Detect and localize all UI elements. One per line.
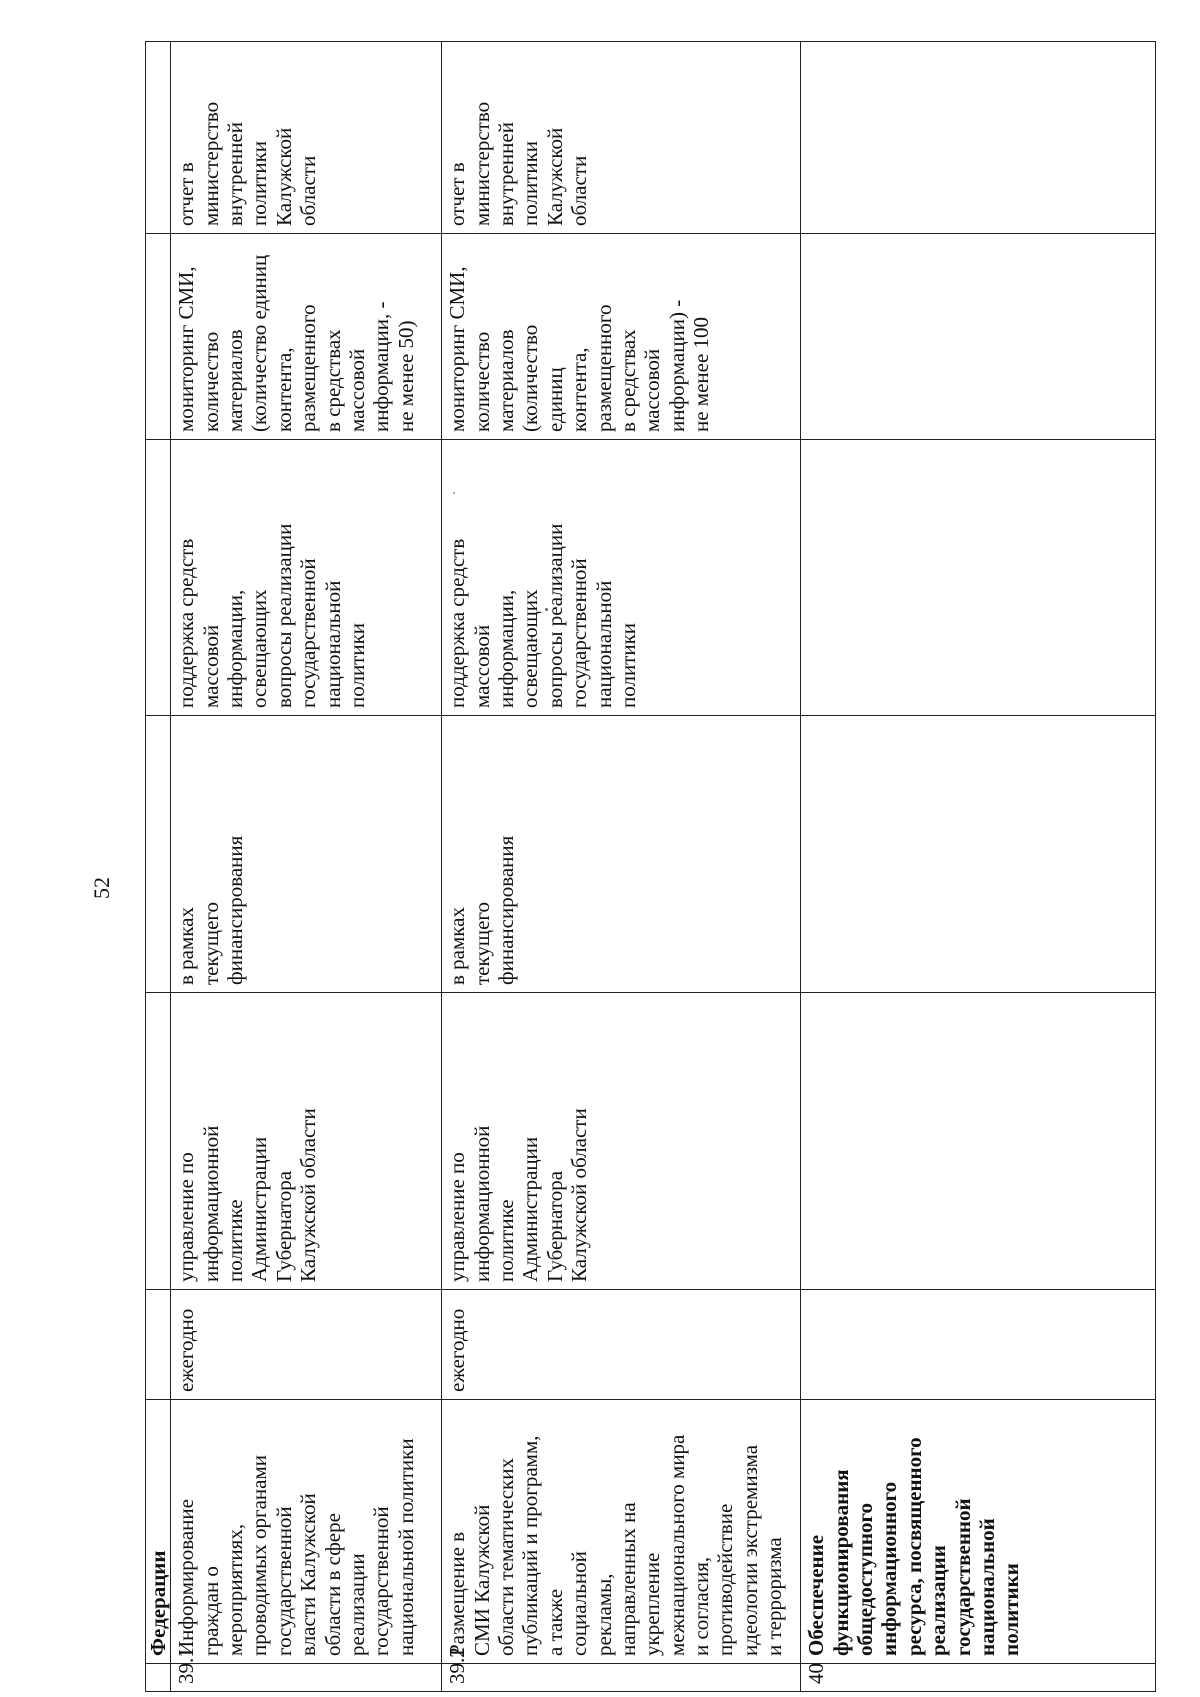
row-indicator: мониторинг СМИ, количество материалов (количество единиц контента, размещенного в средствах массовой информации, - не менее 50) <box>171 234 442 440</box>
table-header-fragment-row <box>146 42 171 1692</box>
row-period: ежегодно <box>171 1290 442 1400</box>
row-executor: управление по информационной политике Администрации Губернатора Калужской области <box>442 993 801 1290</box>
row-funding <box>801 716 1156 993</box>
row-report: отчет в министерство внутренней политики Калужской области <box>442 42 801 234</box>
page-number: 52 <box>89 877 114 899</box>
row-title: Размещение в СМИ Калужской области тематических публикаций и программ, а также социальной рекламы, направленных на укрепление межнационального мира и согласия, противодействие идеологии экстремизма и терроризма <box>442 1400 801 1664</box>
row-funding: в рамках текущего финансирования <box>171 716 442 993</box>
table-row <box>801 42 1156 1692</box>
row-funding: в рамках текущего финансирования <box>442 716 801 993</box>
plan-table <box>145 41 1156 1692</box>
row-report: отчет в министерство внутренней политики Калужской области <box>171 42 442 234</box>
row-executor <box>801 993 1156 1290</box>
row-number: 39.1 <box>171 1664 442 1692</box>
row-executor: управление по информационной политике Администрации Губернатора Калужской области <box>171 993 442 1290</box>
row-title: Информирование граждан о мероприятиях, проводимых органами государственной власти Калужской области в сфере реализации государственной национальной политики <box>171 1400 442 1664</box>
row-number: 40 <box>801 1664 1156 1692</box>
row-title: Обеспечение функционирования общедоступного информационного ресурса, посвященного реализации государственной национальной политики <box>801 1400 1156 1664</box>
row-period: ежегодно <box>442 1290 801 1400</box>
row-indicator <box>801 234 1156 440</box>
row-indicator: мониторинг СМИ, количество материалов (количество единиц контента, размещенного в средствах массовой информации) - не менее 100 <box>442 234 801 440</box>
row-number: 39.2 <box>442 1664 801 1692</box>
header-fragment: Федерации <box>146 1400 171 1664</box>
table-row <box>171 42 442 1692</box>
row-report <box>801 42 1156 234</box>
row-period <box>801 1290 1156 1400</box>
table-row <box>442 42 801 1692</box>
rotated-table-container <box>145 42 1145 1692</box>
row-result: поддержка средств массовой информации, освещающих вопросы реализации государственной национальной политики <box>171 440 442 716</box>
row-result <box>801 440 1156 716</box>
row-result: поддержка средств массовой информации, освещающих вопросы реализации государственной национальной политики <box>442 440 801 716</box>
